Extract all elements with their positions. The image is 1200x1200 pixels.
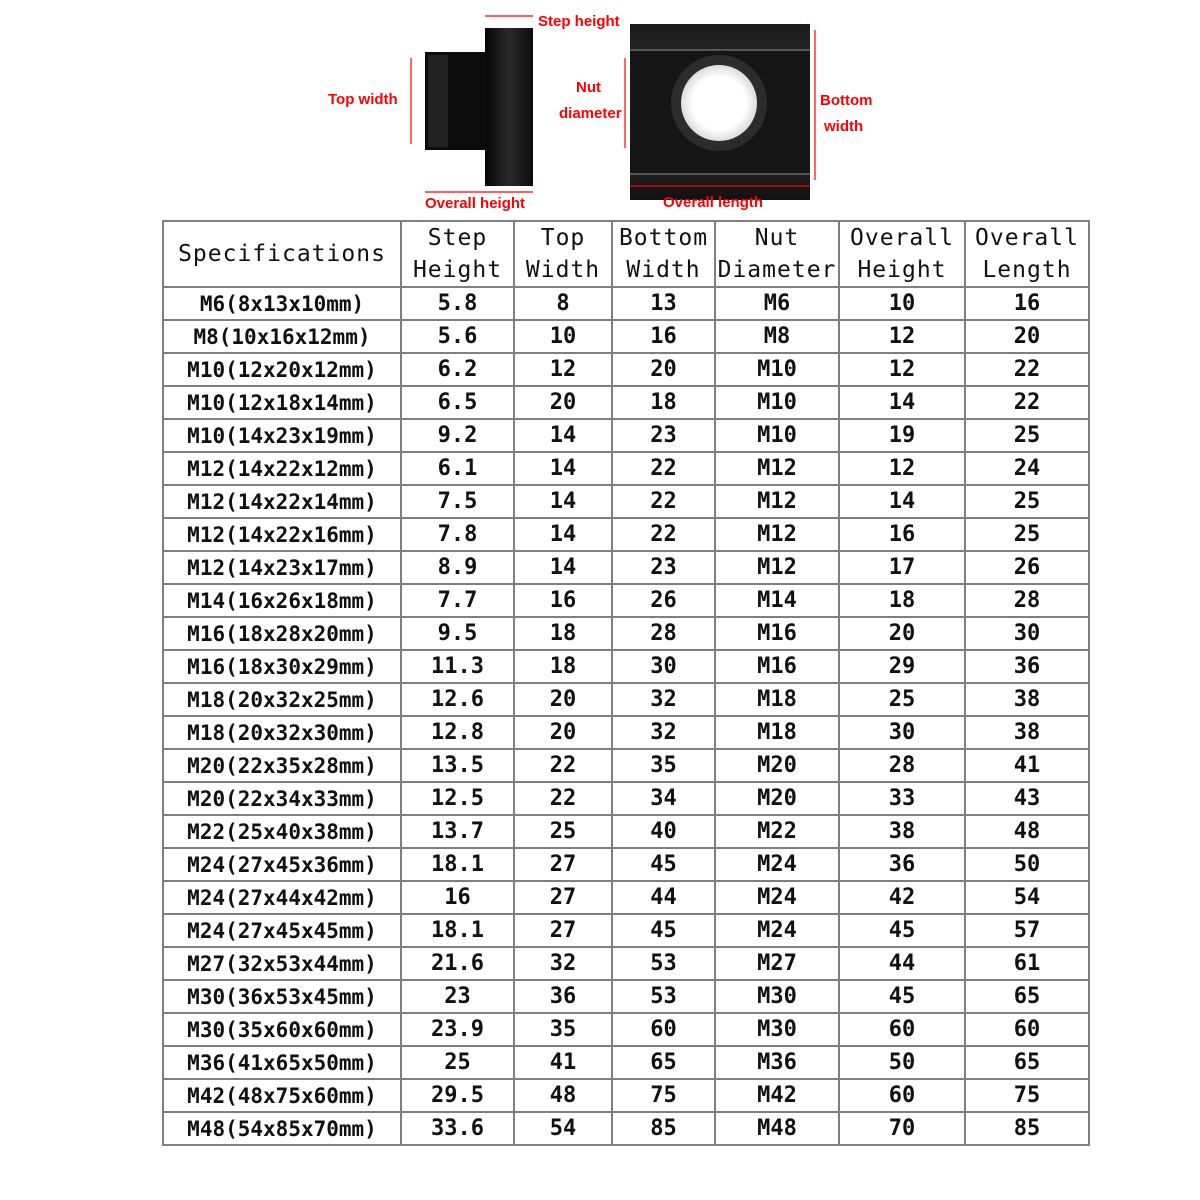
cell-specification: M8(10x16x12mm): [163, 320, 401, 353]
cell-top-width: 25: [514, 815, 612, 848]
cell-specification: M27(32x53x44mm): [163, 947, 401, 980]
table-row: [163, 1013, 1089, 1046]
table-row: [163, 485, 1089, 518]
cell-top-width: 54: [514, 1112, 612, 1145]
cell-overall-height: 25: [839, 683, 965, 716]
cell-bottom-width: 65: [612, 1046, 715, 1079]
cell-overall-length: 85: [965, 1112, 1089, 1145]
cell-step-height: 8.9: [401, 551, 514, 584]
cell-top-width: 41: [514, 1046, 612, 1079]
cell-overall-height: 45: [839, 914, 965, 947]
cell-overall-height: 14: [839, 386, 965, 419]
cell-nut-diameter: M36: [715, 1046, 839, 1079]
cell-bottom-width: 16: [612, 320, 715, 353]
cell-specification: M36(41x65x50mm): [163, 1046, 401, 1079]
bottom-width-label-line2: width: [824, 118, 864, 135]
header-overall-length-line1: Overall: [975, 225, 1079, 251]
cell-overall-height: 60: [839, 1013, 965, 1046]
cell-overall-height: 28: [839, 749, 965, 782]
cell-specification: M20(22x35x28mm): [163, 749, 401, 782]
cell-step-height: 33.6: [401, 1112, 514, 1145]
cell-specification: M14(16x26x18mm): [163, 584, 401, 617]
cell-overall-length: 26: [965, 551, 1089, 584]
cell-overall-height: 20: [839, 617, 965, 650]
header-nut-diameter: [715, 221, 839, 287]
cell-step-height: 12.5: [401, 782, 514, 815]
table-row: [163, 716, 1089, 749]
cell-bottom-width: 45: [612, 848, 715, 881]
cell-overall-height: 14: [839, 485, 965, 518]
cell-nut-diameter: M12: [715, 551, 839, 584]
header-bottom-width: [612, 221, 715, 287]
header-nut-diameter-line1: Nut: [754, 225, 800, 251]
table-row: [163, 551, 1089, 584]
cell-bottom-width: 23: [612, 551, 715, 584]
cell-overall-length: 43: [965, 782, 1089, 815]
cell-overall-length: 30: [965, 617, 1089, 650]
cell-step-height: 18.1: [401, 848, 514, 881]
cell-overall-length: 16: [965, 287, 1089, 320]
cell-specification: M12(14x22x14mm): [163, 485, 401, 518]
cell-overall-height: 44: [839, 947, 965, 980]
table-row: [163, 584, 1089, 617]
cell-specification: M16(18x30x29mm): [163, 650, 401, 683]
table-row: [163, 980, 1089, 1013]
cell-overall-length: 48: [965, 815, 1089, 848]
cell-bottom-width: 22: [612, 485, 715, 518]
cell-top-width: 36: [514, 980, 612, 1013]
cell-step-height: 29.5: [401, 1079, 514, 1112]
cell-overall-length: 60: [965, 1013, 1089, 1046]
cell-overall-height: 17: [839, 551, 965, 584]
table-row: [163, 518, 1089, 551]
header-overall-height: [839, 221, 965, 287]
cell-top-width: 16: [514, 584, 612, 617]
header-top-width-line2: Width: [525, 257, 601, 283]
cell-overall-length: 50: [965, 848, 1089, 881]
cell-top-width: 12: [514, 353, 612, 386]
cell-step-height: 11.3: [401, 650, 514, 683]
step-height-label: Step height: [538, 13, 620, 30]
cell-bottom-width: 75: [612, 1079, 715, 1112]
cell-overall-length: 54: [965, 881, 1089, 914]
cell-overall-length: 20: [965, 320, 1089, 353]
cell-overall-height: 19: [839, 419, 965, 452]
cell-nut-diameter: M20: [715, 782, 839, 815]
table-row: [163, 848, 1089, 881]
cell-bottom-width: 44: [612, 881, 715, 914]
cell-overall-length: 61: [965, 947, 1089, 980]
cell-top-width: 27: [514, 848, 612, 881]
cell-nut-diameter: M30: [715, 980, 839, 1013]
cell-overall-length: 75: [965, 1079, 1089, 1112]
cell-specification: M24(27x45x45mm): [163, 914, 401, 947]
nut-diameter-label-line1: Nut: [576, 79, 601, 96]
cell-overall-length: 41: [965, 749, 1089, 782]
cell-nut-diameter: M12: [715, 518, 839, 551]
cell-nut-diameter: M27: [715, 947, 839, 980]
table-row: [163, 419, 1089, 452]
cell-specification: M18(20x32x30mm): [163, 716, 401, 749]
table-row: [163, 650, 1089, 683]
cell-top-width: 27: [514, 881, 612, 914]
specifications-table: [162, 220, 1090, 1146]
cell-top-width: 14: [514, 551, 612, 584]
header-specifications-line1: Specifications: [178, 241, 386, 267]
cell-top-width: 20: [514, 683, 612, 716]
cell-bottom-width: 34: [612, 782, 715, 815]
cell-bottom-width: 13: [612, 287, 715, 320]
cell-top-width: 18: [514, 650, 612, 683]
table-row: [163, 683, 1089, 716]
cell-step-height: 6.1: [401, 452, 514, 485]
table-row: [163, 320, 1089, 353]
cell-specification: M24(27x45x36mm): [163, 848, 401, 881]
header-step-height: [401, 221, 514, 287]
cell-top-width: 22: [514, 782, 612, 815]
header-top-width: [514, 221, 612, 287]
cell-overall-height: 16: [839, 518, 965, 551]
cell-bottom-width: 22: [612, 452, 715, 485]
cell-bottom-width: 53: [612, 947, 715, 980]
table-row: [163, 947, 1089, 980]
cell-nut-diameter: M18: [715, 683, 839, 716]
cell-bottom-width: 20: [612, 353, 715, 386]
nut-side-view: [425, 28, 533, 186]
cell-step-height: 7.8: [401, 518, 514, 551]
cell-bottom-width: 53: [612, 980, 715, 1013]
cell-specification: M6(8x13x10mm): [163, 287, 401, 320]
header-step-height-line2: Height: [412, 257, 503, 283]
cell-top-width: 18: [514, 617, 612, 650]
cell-nut-diameter: M22: [715, 815, 839, 848]
cell-top-width: 35: [514, 1013, 612, 1046]
header-overall-length-line2: Length: [982, 257, 1072, 283]
cell-nut-diameter: M18: [715, 716, 839, 749]
cell-top-width: 20: [514, 386, 612, 419]
cell-specification: M12(14x22x12mm): [163, 452, 401, 485]
cell-bottom-width: 22: [612, 518, 715, 551]
cell-bottom-width: 18: [612, 386, 715, 419]
cell-step-height: 9.5: [401, 617, 514, 650]
cell-step-height: 7.5: [401, 485, 514, 518]
cell-overall-length: 38: [965, 716, 1089, 749]
table-header-row: [163, 221, 1089, 287]
header-step-height-line1: Step: [427, 225, 488, 251]
cell-step-height: 13.5: [401, 749, 514, 782]
cell-nut-diameter: M6: [715, 287, 839, 320]
cell-overall-length: 25: [965, 518, 1089, 551]
cell-specification: M12(14x23x17mm): [163, 551, 401, 584]
cell-step-height: 12.6: [401, 683, 514, 716]
header-bottom-width-line2: Width: [626, 257, 701, 283]
table-body: [163, 287, 1089, 1145]
cell-specification: M30(36x53x45mm): [163, 980, 401, 1013]
cell-overall-height: 33: [839, 782, 965, 815]
cell-nut-diameter: M24: [715, 848, 839, 881]
cell-overall-height: 36: [839, 848, 965, 881]
cell-overall-height: 30: [839, 716, 965, 749]
nut-top-view: [630, 24, 810, 200]
cell-step-height: 5.6: [401, 320, 514, 353]
header-overall-height-line1: Overall: [850, 225, 954, 251]
cell-bottom-width: 85: [612, 1112, 715, 1145]
cell-overall-height: 12: [839, 452, 965, 485]
cell-nut-diameter: M48: [715, 1112, 839, 1145]
cell-bottom-width: 23: [612, 419, 715, 452]
bottom-width-label-line1: Bottom: [820, 92, 873, 109]
cell-top-width: 20: [514, 716, 612, 749]
cell-top-width: 8: [514, 287, 612, 320]
table-row: [163, 914, 1089, 947]
cell-overall-height: 10: [839, 287, 965, 320]
cell-bottom-width: 35: [612, 749, 715, 782]
cell-specification: M20(22x34x33mm): [163, 782, 401, 815]
cell-step-height: 7.7: [401, 584, 514, 617]
header-overall-length: [965, 221, 1089, 287]
table-row: [163, 1046, 1089, 1079]
table-row: [163, 452, 1089, 485]
cell-overall-height: 42: [839, 881, 965, 914]
cell-overall-height: 60: [839, 1079, 965, 1112]
cell-step-height: 13.7: [401, 815, 514, 848]
cell-overall-length: 28: [965, 584, 1089, 617]
cell-bottom-width: 26: [612, 584, 715, 617]
cell-nut-diameter: M12: [715, 452, 839, 485]
cell-top-width: 14: [514, 419, 612, 452]
header-specifications: [163, 221, 401, 287]
cell-step-height: 9.2: [401, 419, 514, 452]
cell-specification: M12(14x22x16mm): [163, 518, 401, 551]
cell-specification: M16(18x28x20mm): [163, 617, 401, 650]
cell-step-height: 6.2: [401, 353, 514, 386]
cell-nut-diameter: M16: [715, 650, 839, 683]
cell-overall-length: 22: [965, 353, 1089, 386]
cell-specification: M48(54x85x70mm): [163, 1112, 401, 1145]
top-width-label: Top width: [328, 91, 398, 108]
cell-specification: M10(12x18x14mm): [163, 386, 401, 419]
cell-nut-diameter: M24: [715, 914, 839, 947]
cell-step-height: 6.5: [401, 386, 514, 419]
cell-overall-height: 29: [839, 650, 965, 683]
overall-length-label: Overall length: [663, 194, 764, 211]
cell-specification: M10(14x23x19mm): [163, 419, 401, 452]
cell-step-height: 5.8: [401, 287, 514, 320]
cell-bottom-width: 40: [612, 815, 715, 848]
table-row: [163, 881, 1089, 914]
cell-overall-height: 18: [839, 584, 965, 617]
cell-top-width: 14: [514, 518, 612, 551]
cell-bottom-width: 32: [612, 716, 715, 749]
cell-step-height: 23.9: [401, 1013, 514, 1046]
table-row: [163, 617, 1089, 650]
cell-nut-diameter: M14: [715, 584, 839, 617]
header-nut-diameter-line2: Diameter: [717, 257, 837, 283]
cell-overall-length: 38: [965, 683, 1089, 716]
cell-step-height: 12.8: [401, 716, 514, 749]
table-row: [163, 1079, 1089, 1112]
cell-top-width: 10: [514, 320, 612, 353]
cell-top-width: 22: [514, 749, 612, 782]
cell-specification: M30(35x60x60mm): [163, 1013, 401, 1046]
cell-nut-diameter: M8: [715, 320, 839, 353]
cell-bottom-width: 30: [612, 650, 715, 683]
nut-hole-icon: [681, 65, 757, 141]
cell-overall-height: 12: [839, 353, 965, 386]
cell-overall-length: 65: [965, 980, 1089, 1013]
cell-top-width: 27: [514, 914, 612, 947]
cell-overall-length: 36: [965, 650, 1089, 683]
cell-nut-diameter: M30: [715, 1013, 839, 1046]
cell-top-width: 14: [514, 452, 612, 485]
cell-nut-diameter: M10: [715, 353, 839, 386]
cell-overall-length: 22: [965, 386, 1089, 419]
cell-bottom-width: 32: [612, 683, 715, 716]
cell-nut-diameter: M24: [715, 881, 839, 914]
cell-step-height: 25: [401, 1046, 514, 1079]
table-row: [163, 287, 1089, 320]
cell-bottom-width: 45: [612, 914, 715, 947]
cell-top-width: 48: [514, 1079, 612, 1112]
cell-bottom-width: 60: [612, 1013, 715, 1046]
cell-bottom-width: 28: [612, 617, 715, 650]
table-row: [163, 749, 1089, 782]
cell-overall-height: 38: [839, 815, 965, 848]
cell-specification: M18(20x32x25mm): [163, 683, 401, 716]
cell-step-height: 18.1: [401, 914, 514, 947]
nut-diameter-label-line2: diameter: [559, 105, 622, 122]
cell-nut-diameter: M16: [715, 617, 839, 650]
cell-specification: M10(12x20x12mm): [163, 353, 401, 386]
header-bottom-width-line1: Bottom: [618, 225, 709, 251]
cell-overall-height: 70: [839, 1112, 965, 1145]
header-overall-height-line2: Height: [857, 257, 947, 283]
table-row: [163, 1112, 1089, 1145]
cell-step-height: 23: [401, 980, 514, 1013]
overall-height-label: Overall height: [425, 195, 526, 212]
table-row: [163, 353, 1089, 386]
cell-nut-diameter: M42: [715, 1079, 839, 1112]
cell-step-height: 16: [401, 881, 514, 914]
cell-specification: M42(48x75x60mm): [163, 1079, 401, 1112]
cell-nut-diameter: M20: [715, 749, 839, 782]
cell-overall-height: 45: [839, 980, 965, 1013]
cell-top-width: 32: [514, 947, 612, 980]
cell-specification: M22(25x40x38mm): [163, 815, 401, 848]
cell-overall-length: 25: [965, 419, 1089, 452]
table-row: [163, 782, 1089, 815]
tslot-nut-diagram: [0, 0, 1200, 215]
cell-overall-height: 50: [839, 1046, 965, 1079]
cell-specification: M24(27x44x42mm): [163, 881, 401, 914]
cell-nut-diameter: M10: [715, 419, 839, 452]
cell-top-width: 14: [514, 485, 612, 518]
cell-overall-length: 25: [965, 485, 1089, 518]
header-top-width-line1: Top: [540, 225, 586, 251]
cell-overall-length: 65: [965, 1046, 1089, 1079]
cell-overall-length: 57: [965, 914, 1089, 947]
table-row: [163, 815, 1089, 848]
cell-nut-diameter: M10: [715, 386, 839, 419]
cell-overall-length: 24: [965, 452, 1089, 485]
cell-nut-diameter: M12: [715, 485, 839, 518]
cell-overall-height: 12: [839, 320, 965, 353]
cell-step-height: 21.6: [401, 947, 514, 980]
table-row: [163, 386, 1089, 419]
